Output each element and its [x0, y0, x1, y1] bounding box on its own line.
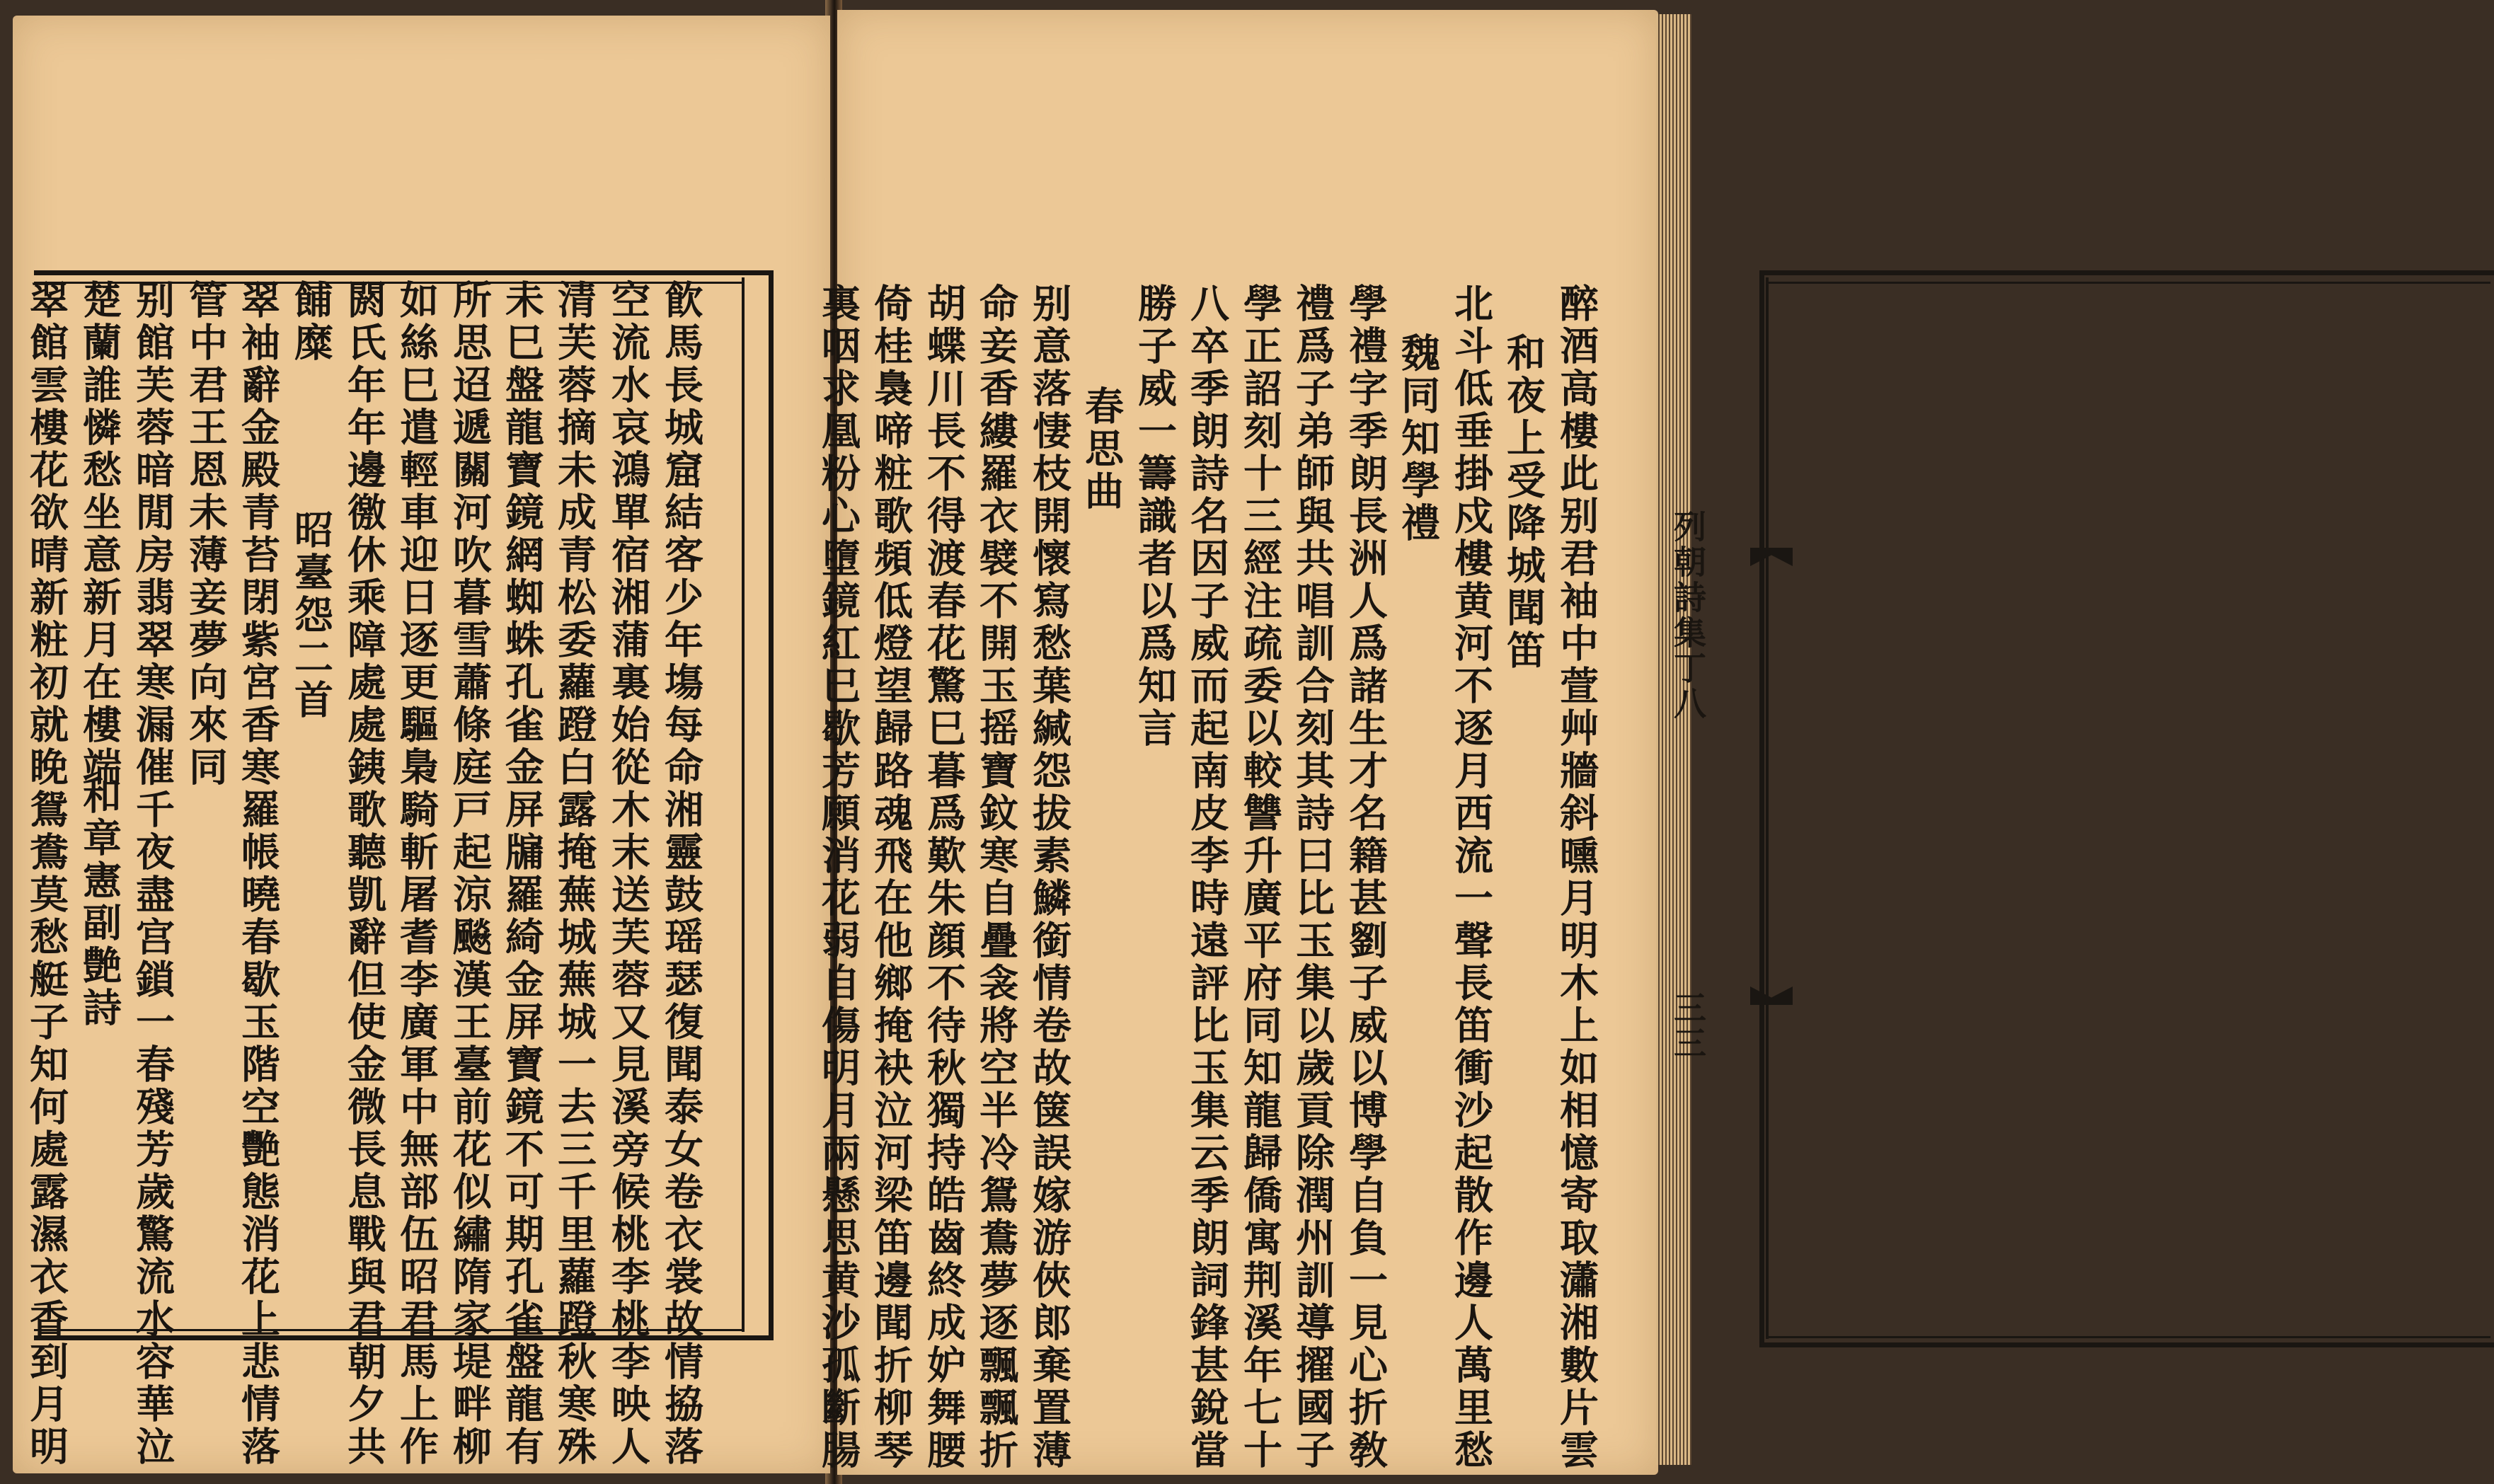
text-column: 未巳盤龍寶鏡網蜘蛛孔雀金屏牖羅綺金屏寶鏡不可期孔雀盤龍有: [499, 280, 545, 1468]
text-column: 如絲巳遣輕車迎日逐更驅梟騎斬屠耆李廣軍中無部伍昭君馬上作: [393, 280, 439, 1468]
right-page: [815, 10, 1658, 1475]
text-column: 倚桂裊啼粧歌頻低燈望歸路魂飛在他鄉掩袂泣河梁笛邊聞折柳琴: [868, 283, 914, 1472]
text-column: 學禮字季朗長洲人爲諸生才名籍甚劉子威以博學自負一見心折敎: [1343, 283, 1389, 1472]
text-column: 閼氏年年邊徼休乘障處處銕歌聽凱辭但使金微長息戰與君朝夕共: [341, 280, 387, 1468]
text-column: 所思迢遞關河吹暮雪蕭條庭戸起涼飈漢王臺前花似繡隋家堤畔柳: [447, 280, 493, 1468]
text-column: 楚蘭誰憐愁坐意新月在樓端: [76, 280, 122, 789]
text-column: 學正詔刻十三經注疏委以較讐升廣平府同知龍歸僑寓荆溪年七十: [1237, 283, 1283, 1472]
text-column: 命妾香縷羅衣襞不開玉摇寶鈫寒自疊衾將空半冷鴛鴦夢逐飄飄折: [973, 283, 1019, 1472]
folio-page-number: 三三: [1669, 991, 1707, 1062]
right-bottom-double-rule: [1769, 1336, 2490, 1338]
text-column: 和章憲副艶詩: [76, 775, 122, 1030]
left-page: [13, 16, 830, 1473]
text-column: 胡蝶川長不得渡春花驚巳暮爲歎朱顔不待秋獨持皓齒終成妒舞腰: [921, 283, 967, 1472]
text-column: 管中君王恩未薄妾夢向來同: [183, 280, 229, 789]
text-column: 勝子威一籌識者以爲知言: [1132, 283, 1178, 750]
text-column: 昭臺怨二首: [288, 510, 334, 722]
text-column: 八卒季朗詩名因子威而起南皮李時遠評比玉集云季朗詞鋒甚銳當: [1184, 283, 1230, 1472]
text-column: 北斗低垂掛戍樓黄河不逐月西流一聲長笛衝沙起散作邊人萬里愁: [1448, 283, 1494, 1472]
text-column: 空流水哀鴻單宿湘蒲裏始從木末送芙蓉又見溪旁候桃李桃李映人: [605, 280, 651, 1468]
right-inner-rule: [1766, 277, 1769, 1339]
text-column: 翠館雲樓花欲晴新粧初就睌鴛鴦莫愁艇子知何處露濕衣香到月明: [23, 280, 69, 1468]
text-column: 魏同知學禮: [1395, 333, 1441, 545]
text-column: 别意落悽枝開懷寫愁葉緘怨拔素鱗銜情卷故箧誤嫁游俠郎棄置薄: [1026, 283, 1072, 1472]
text-column: 禮爲子弟師與共唱訓合刻其詩曰比玉集以歲貢除潤州訓導擢國子: [1289, 283, 1335, 1472]
right-page-frame: [1759, 270, 2494, 1347]
text-column: 别館芙蓉暗閒房翡翠寒漏催千夜盡宫鎖一春殘芳歲驚流水容華泣: [130, 280, 176, 1468]
text-column: 翠袖辭金殿青苔閉紫宮香寒羅帳曉春歇玉階空艷態消花上悲情落: [235, 280, 281, 1468]
left-inner-rule: [742, 277, 745, 1332]
text-column: 清芙蓉摘未成青松委蘿蹬白露掩蕪城蕪城一去三千里蘿蹬秋寒殊: [551, 280, 597, 1468]
folio-title: 列朝詩集丁八: [1669, 510, 1707, 722]
text-column: 裏咽求凰粉心墮鏡紅巳歇芳願消花弱自傷明月兩懸思黄沙孤斷腸: [815, 283, 861, 1472]
text-column: 醉酒高樓此别君袖中萱艸牆斜曛月明木上如相憶寄取瀟湘數片雲: [1553, 283, 1599, 1472]
text-column: 飮馬長城窟結客少年塲每命湘靈鼓瑶瑟復聞泰女卷衣裳故情拹落: [658, 280, 704, 1468]
text-column: 春思曲: [1079, 386, 1125, 513]
right-top-double-rule: [1769, 282, 2490, 284]
text-column: 和夜上受降城聞笛: [1500, 333, 1546, 672]
text-column: 餔糜: [288, 280, 334, 364]
page-edges: [1656, 14, 1691, 1465]
